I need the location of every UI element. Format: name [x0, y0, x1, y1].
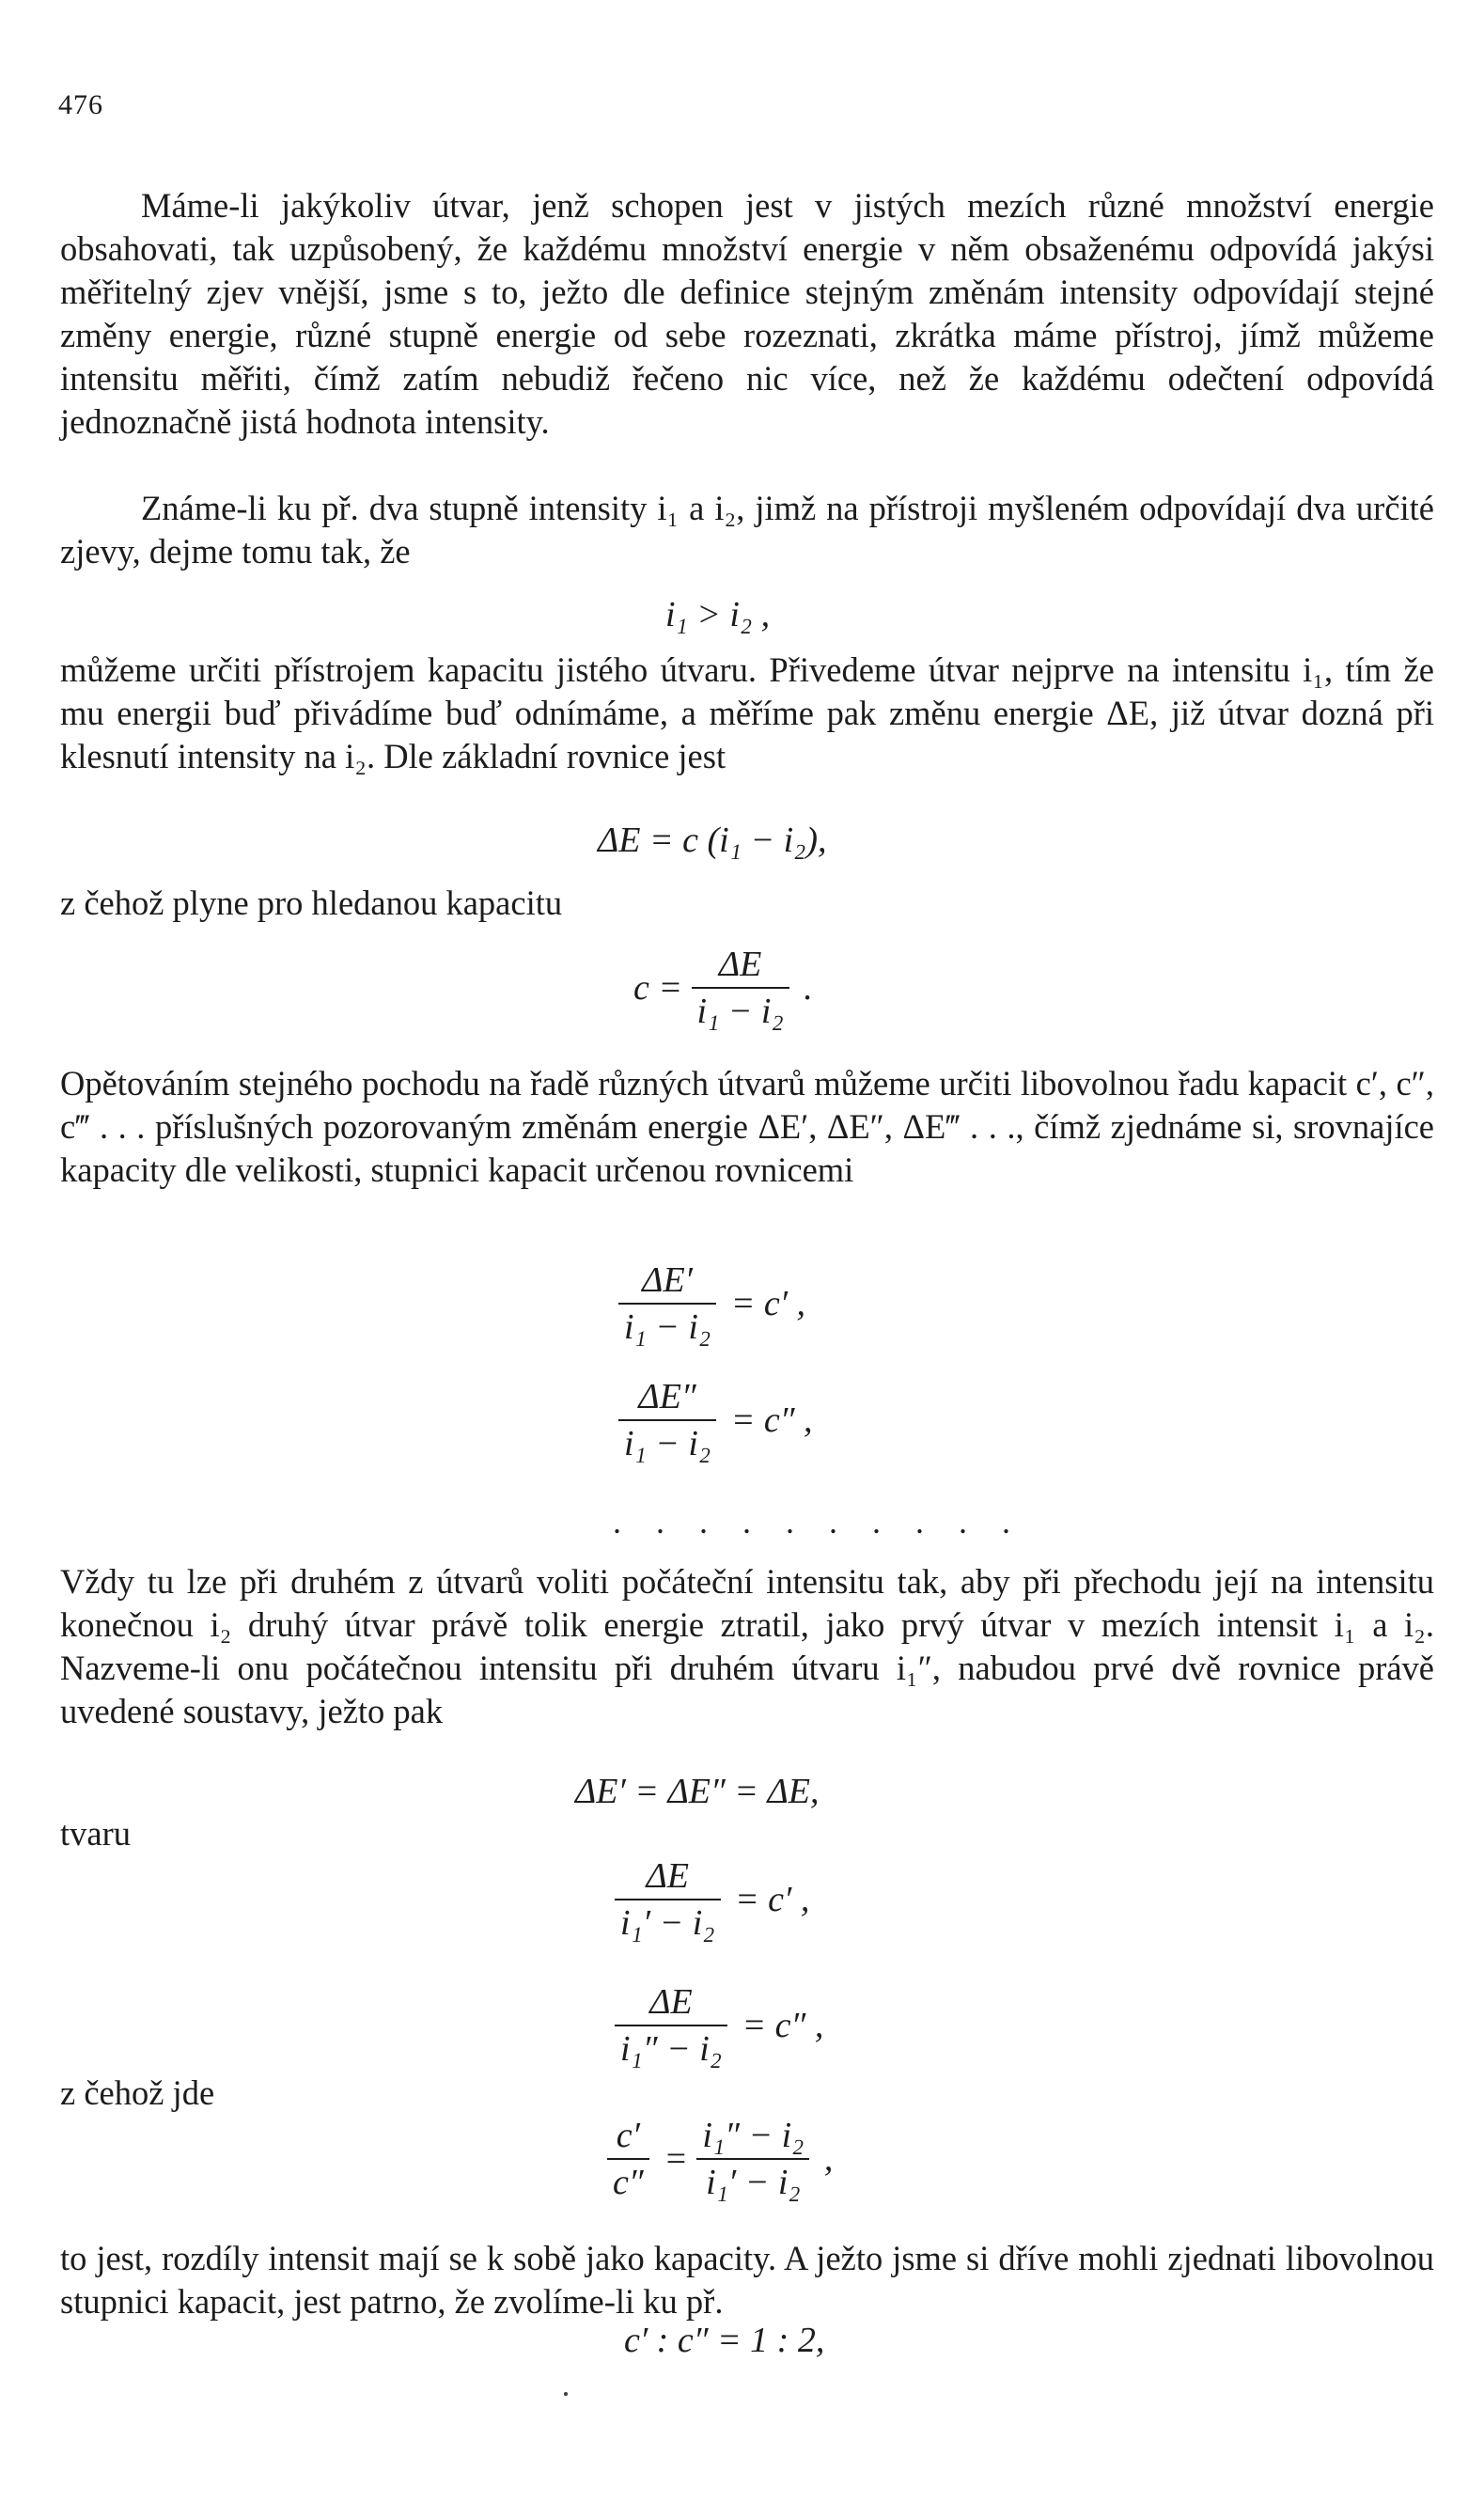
- fraction-denominator: i₁ − i₂: [696, 992, 784, 1031]
- paragraph-5: [60, 1062, 1434, 1192]
- equation-form-1: [615, 1855, 809, 1944]
- equation-system-2-fraction: [618, 1376, 716, 1464]
- fraction-numerator: ΔE: [615, 1855, 721, 1900]
- fraction-numerator: ΔE: [692, 944, 789, 989]
- equation-equal-energies: ΔE′ = ΔE″ = ΔE,: [575, 1772, 820, 1811]
- equation-basic: ΔE = c (i₁ − i₂),: [598, 821, 827, 860]
- paragraph-9-text: to jest, rozdíly intensit mají se k sobě jako kapacity. A ježto jsme si dříve mohli zjednati libovolnou stupnici kapacit, jest patrno, že zvolíme-li ku př.: [60, 2239, 1434, 2321]
- fraction-numerator: ΔE″: [618, 1376, 716, 1421]
- paragraph-3-text: můžeme určiti přístrojem kapacitu jistého útvaru. Přivedeme útvar nejprve na intensitu i₁, tím že mu energii buď přivádíme buď odnímáme, a měříme pak změnu energie ΔE, již útvar dozná při klesnutí intensity na i₂. Dle základní rovnice jest: [60, 650, 1434, 775]
- paragraph-1: [60, 184, 1434, 444]
- paragraph-7: tvaru: [60, 1814, 131, 1853]
- fraction-denominator: i₁ − i₂: [624, 1424, 711, 1463]
- fraction-numerator: i₁″ − i₂: [696, 2115, 809, 2160]
- equation-form-1-fraction: [615, 1855, 721, 1944]
- equation-system-2-rhs: = c″ ,: [730, 1400, 813, 1440]
- paragraph-3: [60, 649, 1434, 778]
- equation-ratio-choice: c′ : c″ = 1 : 2,: [624, 2321, 825, 2360]
- equation-system-1-fraction: [618, 1259, 716, 1348]
- fraction-numerator: ΔE′: [618, 1259, 716, 1305]
- equation-form-2-fraction: [615, 1981, 727, 2070]
- fraction-denominator: i₁′ − i₂: [620, 1903, 715, 1943]
- paragraph-4: z čehož plyne pro hledanou kapacitu: [60, 884, 563, 922]
- equation-tail: ,: [823, 2139, 834, 2179]
- paragraph-9: [60, 2237, 1434, 2323]
- equation-ratio: [607, 2115, 833, 2203]
- paragraph-2-text: Známe-li ku př. dva stupně intensity i₁ a i₂, jimž na přístroji myšleném odpovídají dva určité zjevy, dejme tomu tak, že: [60, 489, 1434, 571]
- equation-tail: .: [804, 968, 813, 1008]
- equation-inequality: i₁ > i₂ ,: [665, 595, 771, 634]
- equation-form-1-rhs: = c′ ,: [735, 1880, 810, 1919]
- equation-system-2: [618, 1376, 813, 1464]
- equation-system-1: [618, 1259, 805, 1348]
- equation-form-2: [615, 1981, 823, 2070]
- fraction-denominator: i₁″ − i₂: [620, 2029, 723, 2069]
- equation-capacity-fraction: [692, 944, 789, 1032]
- page-number: 476: [58, 89, 103, 120]
- paragraph-8: z čehož jde: [60, 2073, 215, 2112]
- fraction-denominator: i₁ − i₂: [624, 1307, 711, 1347]
- equals-sign: =: [664, 2139, 688, 2179]
- equation-ratio-right-fraction: [696, 2115, 809, 2203]
- equation-capacity-lhs: c =: [633, 968, 683, 1008]
- ellipsis-dots: . . . . . . . . . .: [613, 1503, 1023, 1541]
- paragraph-6: [60, 1560, 1434, 1733]
- fraction-numerator: c′: [607, 2115, 649, 2160]
- paragraph-1-text: Máme-li jakýkoliv útvar, jenž schopen jest v jistých mezích různé množství energie obsahovati, tak uzpůsobený, že každému množství energie v něm obsaženému odpovídá jakýsi měřitelný zjev vnější, jsme s to, ježto dle definice stejným změnám intensity odpovídají stejné změny energie, různé stupně energie od sebe rozeznati, zkrátka máme přístroj, jímž můžeme intensitu měřiti, čímž zatím nebudiž řečeno nic více, než že každému odečtení odpovídá jednoznačně jistá hodnota intensity.: [60, 186, 1434, 441]
- paragraph-2: [60, 487, 1434, 573]
- equation-capacity: [628, 944, 813, 1032]
- fraction-denominator: c″: [613, 2163, 644, 2202]
- equation-form-2-rhs: = c″ ,: [742, 2006, 824, 2045]
- fraction-numerator: ΔE: [615, 1981, 727, 2026]
- print-speck: [564, 2392, 568, 2396]
- paragraph-5-text: Opětováním stejného pochodu na řadě různých útvarů můžeme určiti libovolnou řadu kapacit c′, c″, c‴ . . . příslušných pozorovaným změnám energie ΔE′, ΔE″, ΔE‴ . . ., čímž zjednáme si, srovnajíce kapacity dle velikosti, stupnici kapacit určenou rovnicemi: [60, 1064, 1434, 1189]
- paragraph-6-text: Vždy tu lze při druhém z útvarů voliti počáteční intensitu tak, aby při přechodu její na intensitu konečnou i₂ druhý útvar právě tolik energie ztratil, jako prvý útvar v mezích intensit i₁ a i₂. Nazveme-li onu počátečnou intensitu při druhém útvaru i₁″, nabudou prvé dvě rovnice právě uvedené soustavy, ježto pak: [60, 1562, 1434, 1730]
- equation-ratio-left-fraction: [607, 2115, 649, 2203]
- equation-system-1-rhs: = c′ ,: [730, 1284, 806, 1323]
- fraction-denominator: i₁′ − i₂: [706, 2163, 801, 2202]
